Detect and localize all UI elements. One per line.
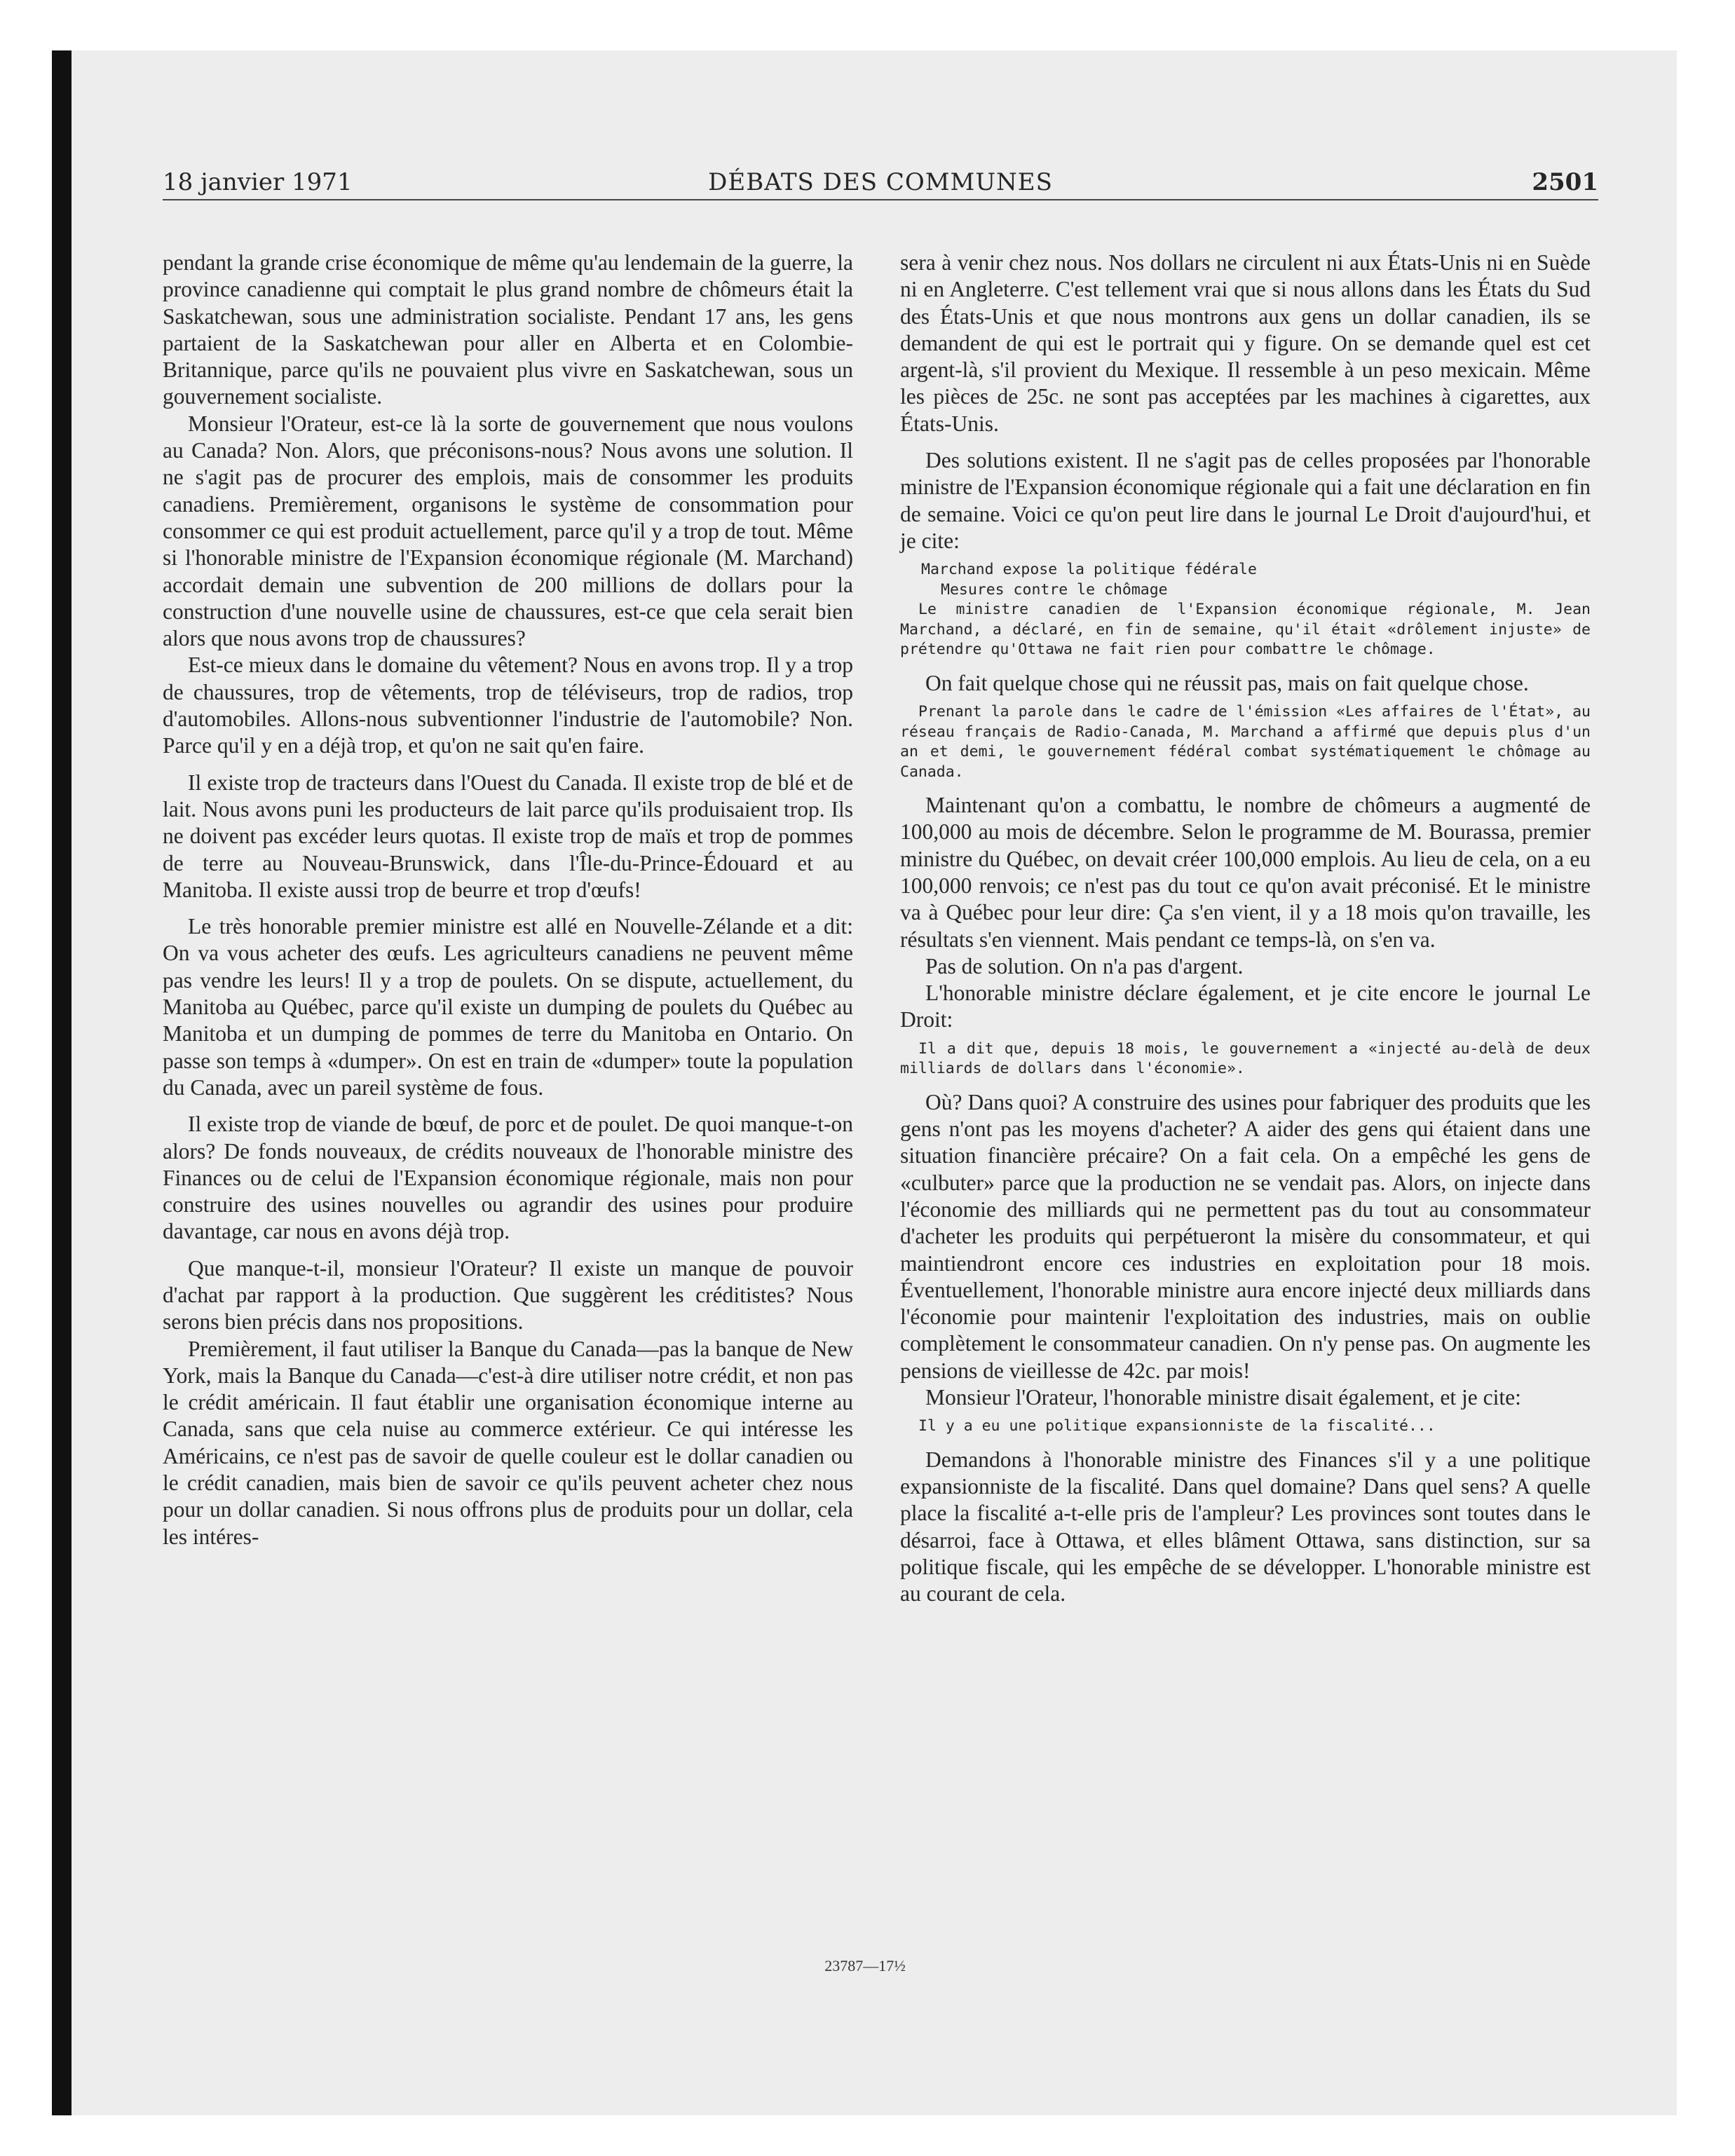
quote-subheadline: Mesures contre le chômage bbox=[941, 580, 1168, 599]
paragraph: On fait quelque chose qui ne réussit pas, mais on fait quelque chose. bbox=[925, 670, 1529, 695]
quote-text: Il y a eu une politique expansionniste de la fiscalité... bbox=[918, 1417, 1436, 1435]
paragraph: Que manque-t-il, monsieur l'Orateur? Il existe un manque de pouvoir d'achat par rapport à la production. Que suggèrent les créditistes? Nous serons bien précis dans nos propositions. bbox=[163, 1255, 853, 1335]
paragraph: pendant la grande crise économique de même qu'au lendemain de la guerre, la province canadienne qui comptait le plus grand nombre de chômeurs était la Saskatchewan, sous une administration socialiste. Pendant 17 ans, les gens partaient de la Saskatchewan pour aller en Alberta et en Colombie-Britannique, parce qu'ils ne pouvaient plus vivre en Saskatchewan, sous un gouvernement socialiste. bbox=[163, 250, 853, 409]
header-date: 18 janvier 1971 bbox=[163, 168, 353, 196]
header-title: DÉBATS DES COMMUNES bbox=[708, 168, 1053, 196]
newspaper-quote bbox=[900, 702, 1591, 782]
paragraph: Il existe trop de viande de bœuf, de porc et de poulet. De quoi manque-t-on alors? De fonds nouveaux, de crédits nouveaux de l'honorable ministre des Finances ou de celui de l'Expansion économique régionale, mais non pour construire des usines nouvelles ou agrandir des usines pour produire davantage, car nous en avons déjà trop. bbox=[163, 1112, 853, 1244]
paragraph: Il existe trop de tracteurs dans l'Ouest du Canada. Il existe trop de blé et de lait. Nous avons puni les producteurs de lait parce qu'ils produisaient trop. Ils ne doivent pas excéder leurs quotas. Il existe trop de maïs et trop de pommes de terre au Nouveau-Brunswick, dans l'Île-du-Prince-Édouard et au Manitoba. Il existe aussi trop de beurre et trop d'œufs! bbox=[163, 770, 853, 902]
paragraph: L'honorable ministre déclare également, et je cite encore le journal Le Droit: bbox=[900, 981, 1591, 1032]
paragraph: Le très honorable premier ministre est allé en Nouvelle-Zélande et a dit: On va vous acheter des œufs. Les agriculteurs canadiens ne peuvent même pas vendre les leurs! Il y a trop de poulets. On se dispute, actuellement, du Manitoba au Québec, parce qu'il existe un dumping de poulets du Québec au Manitoba et un dumping de pommes de terre du Manitoba en Ontario. On passe son temps à «dumper». On est en train de «dumper» toute la population du Canada, avec un pareil système de fous. bbox=[163, 914, 853, 1100]
left-column bbox=[163, 250, 853, 1550]
scan-edge-shadow bbox=[52, 50, 72, 2115]
paragraph: Premièrement, il faut utiliser la Banque du Canada—pas la banque de New York, mais la Banque du Canada—c'est-à dire utiliser notre crédit, et non pas le crédit américain. Il faut établir une organisation économique interne au Canada, sans que cela nuise au commerce extérieur. Ce qui intéresse les Américains, ce n'est pas de savoir de quelle couleur est le dollar canadien ou le crédit canadien, mais bien de savoir ce qu'ils peuvent acheter chez nous pour un dollar canadien. Si nous offrons plus de produits pour un dollar, cela les intéres- bbox=[163, 1336, 853, 1549]
paragraph: Demandons à l'honorable ministre des Finances s'il y a une politique expansionniste de la fiscalité. Dans quel domaine? Dans quel sens? A quelle place la fiscalité a-t-elle pris de l'ampleur? Les provinces sont toutes dans le désarroi, face à Ottawa, et elles blâment Ottawa, sans distinction, sur sa politique fiscale, qui les empêche de se développer. L'honorable ministre est au courant de cela. bbox=[900, 1447, 1591, 1606]
page-header bbox=[163, 150, 1598, 200]
quote-text: Le ministre canadien de l'Expansion économique régionale, M. Jean Marchand, a déclaré, en fin de semaine, qu'il était «drôlement injuste» de prétendre qu'Ottawa ne fait rien pour combattre le chômage. bbox=[900, 601, 1591, 659]
paragraph: Est-ce mieux dans le domaine du vêtement? Nous en avons trop. Il y a trop de chaussures, trop de vêtements, trop de téléviseurs, trop de radios, trop d'automobiles. Allons-nous subventionner l'industrie de l'automobile? Non. Parce qu'il y en a déjà trop, et qu'on ne sait qu'en faire. bbox=[163, 653, 853, 758]
paragraph: Où? Dans quoi? A construire des usines pour fabriquer des produits que les gens n'ont pas les moyens d'acheter? A aider des gens qui étaient dans une situation financière précaire? On a fait cela. On a empêché les gens de «culbuter» parce que la production ne se vendait pas. Alors, on injecte dans l'économie des milliards qui ne permettent pas du tout au consommateur d'acheter les produits qui perpétueront la misère du consommateur, et qui maintiendront encore ces industries en exploitation pour 18 mois. Éventuellement, l'honorable ministre aura encore injecté deux milliards dans l'économie pour maintenir l'exploitation des industries, mais on oublie complètement le consommateur canadien. On n'y pense pas. On augmente les pensions de vieillesse de 42c. par mois! bbox=[900, 1089, 1591, 1383]
newspaper-quote bbox=[900, 1417, 1591, 1437]
paragraph: Monsieur l'Orateur, est-ce là la sorte de gouvernement que nous voulons au Canada? Non. Alors, que préconisons-nous? Nous avons une solution. Il ne s'agit pas de procurer des emplois, mais de consommer les produits canadiens. Premièrement, organisons le système de consommation pour consommer ce qui est produit actuellement, parce qu'il y a trop de tout. Même si l'honorable ministre de l'Expansion économique régionale (M. Marchand) accordait demain une subvention de 200 millions de dollars pour la construction d'une nouvelle usine de chaussures, est-ce que cela serait bien alors que nous avons trop de chaussures? bbox=[163, 411, 853, 651]
quote-text: Prenant la parole dans le cadre de l'émission «Les affaires de l'État», au réseau français de Radio-Canada, M. Marchand a affirmé que depuis plus d'un an et demi, le gouvernement fédéral combat systématiquement le chômage au Canada. bbox=[900, 703, 1591, 781]
paragraph: Des solutions existent. Il ne s'agit pas de celles proposées par l'honorable ministre de l'Expansion économique régionale qui a fait une déclaration en fin de semaine. Voici ce qu'on peut lire dans le journal Le Droit d'aujourd'hui, et je cite: bbox=[900, 448, 1591, 553]
paragraph: Monsieur l'Orateur, l'honorable ministre disait également, et je cite: bbox=[925, 1385, 1521, 1410]
newspaper-quote bbox=[900, 560, 1591, 660]
quote-text: Il a dit que, depuis 18 mois, le gouvernement a «injecté au-delà de deux milliards de dollars dans l'économie». bbox=[900, 1039, 1591, 1078]
paragraph: sera à venir chez nous. Nos dollars ne circulent ni aux États-Unis ni en Suède ni en Angleterre. C'est tellement vrai que si nous allons dans les États du Sud des États-Unis et que nous montrons aux gens un dollar canadien, ils se demandent de qui est le portrait qui y figure. On se demande quel est cet argent-là, s'il provient du Mexique. Il ressemble à un peso mexicain. Même les pièces de 25c. ne sont pas acceptées par les machines à cigarettes, aux États-Unis. bbox=[900, 250, 1591, 436]
right-column bbox=[900, 250, 1591, 1608]
printer-signature: 23787—17½ bbox=[824, 1957, 906, 1974]
newspaper-quote bbox=[900, 1039, 1591, 1079]
page-number: 2501 bbox=[1532, 168, 1598, 196]
paragraph: Pas de solution. On n'a pas d'argent. bbox=[925, 953, 1244, 978]
paragraph: Maintenant qu'on a combattu, le nombre de chômeurs a augmenté de 100,000 au mois de décembre. Selon le programme de M. Bourassa, premier ministre du Québec, on devait créer 100,000 emplois. Au lieu de cela, on a eu 100,000 renvois; ce n'est pas du tout ce qu'on avait préconisé. Et le ministre va à Québec pour leur dire: Ça s'en vient, il y a 18 mois qu'on travaille, les résultats s'en viennent. Mais pendant ce temps-là, on s'en va. bbox=[900, 793, 1591, 952]
quote-headline: Marchand expose la politique fédérale bbox=[921, 561, 1257, 579]
